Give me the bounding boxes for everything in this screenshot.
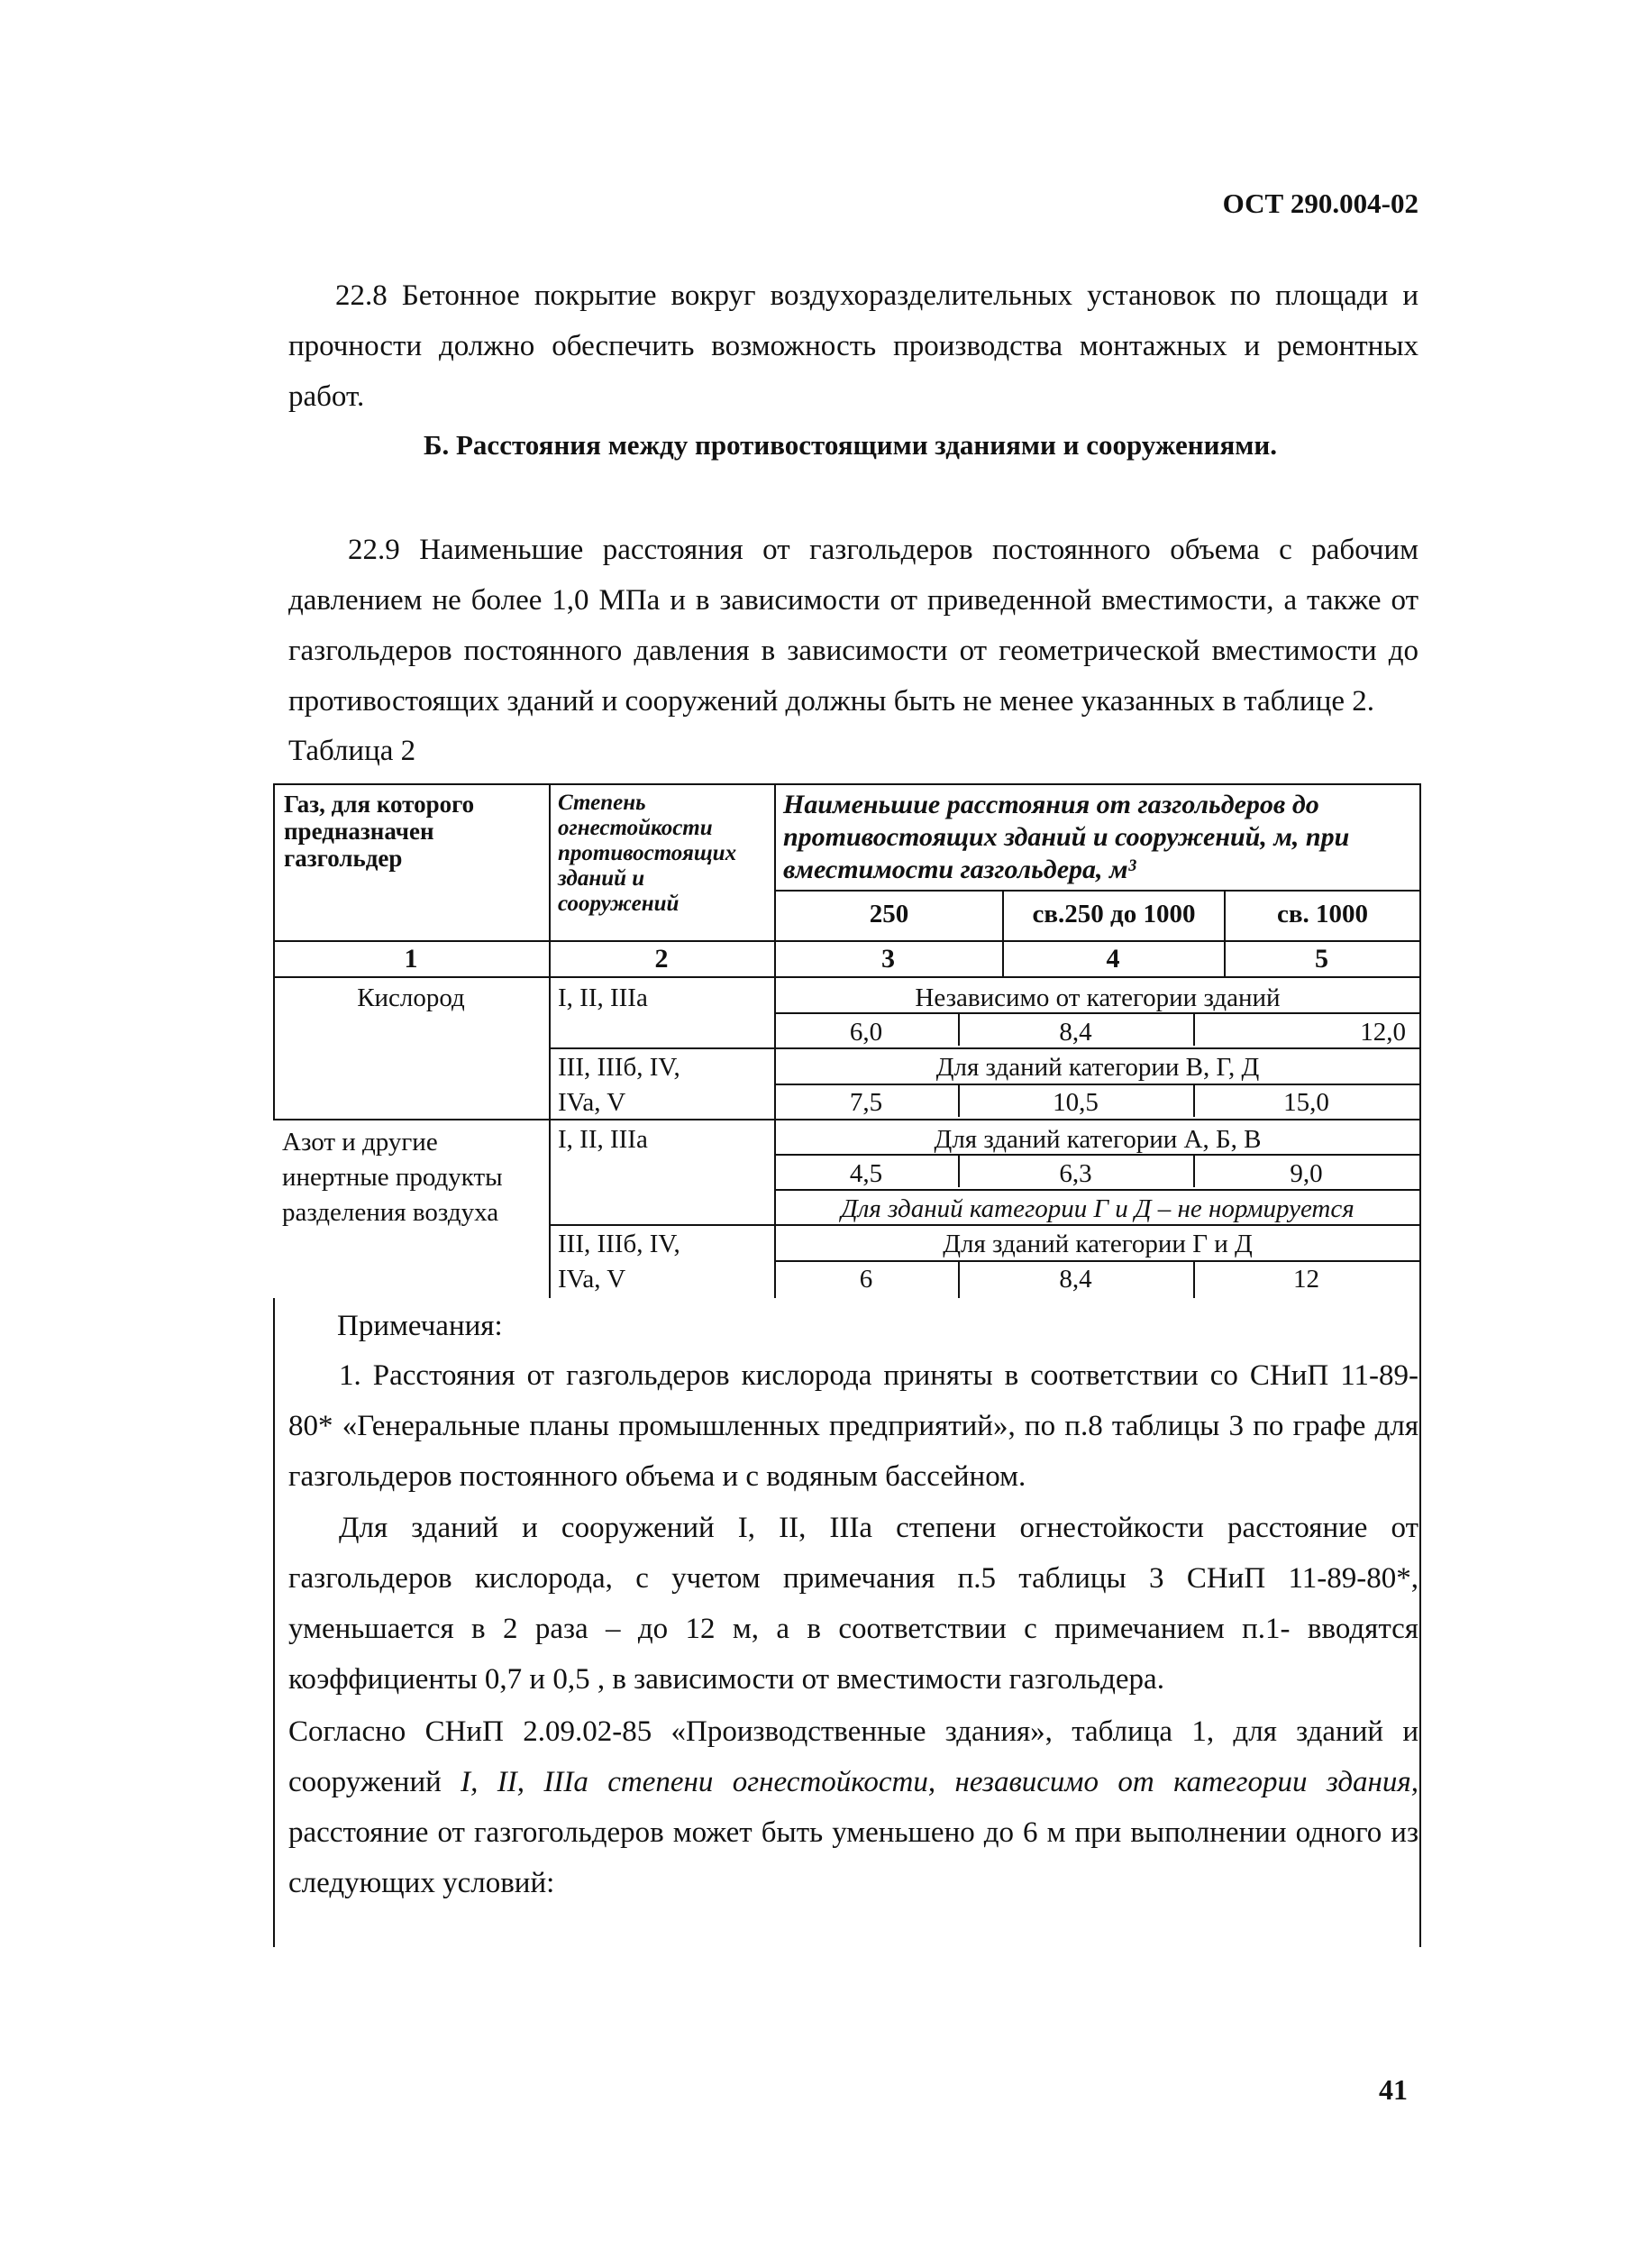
category-note: Для зданий категории Г и Д (943, 1230, 1253, 1258)
fire-degree: III, IIIб, IV, (558, 1053, 680, 1082)
note-3 (288, 1706, 1418, 1908)
col-number: 4 (1106, 944, 1120, 974)
header-capacity-250: 250 (869, 900, 909, 928)
distance-value: 7,5 (849, 1088, 883, 1117)
header-fire-resistance: Степень огнестойкости противостоящих зданий и сооружений (558, 791, 737, 916)
margin-line-left (273, 1298, 275, 1947)
distance-value: 12,0 (1360, 1018, 1406, 1047)
distance-value: 6,0 (849, 1018, 883, 1047)
distances-table (273, 783, 1421, 1298)
category-note-not-regulated: Для зданий категории Г и Д – не нормируется (841, 1194, 1355, 1223)
category-note: Для зданий категории В, Г, Д (935, 1053, 1260, 1082)
fire-degree: I, II, IIIa (558, 1125, 648, 1154)
notes-title: Примечания: (337, 1310, 503, 1342)
category-note: Для зданий категории А, Б, В (934, 1125, 1262, 1154)
note-3-suffix: расстояние от газгогольдеров может быть уменьшено до 6 м при выполнении одного из следующих условий: (288, 1816, 1418, 1899)
distance-value: 12 (1293, 1265, 1319, 1294)
page-number: 41 (1379, 2073, 1408, 2106)
paragraph-22-8: 22.8 Бетонное покрытие вокруг воздухоразделительных установок по площади и прочности должно обеспечить возможность производства монтажных и ремонтных работ. (288, 279, 1418, 413)
paragraph-22-9: 22.9 Наименьшие расстояния от газгольдеров постоянного объема с рабочим давлением не более 1,0 МПа и в зависимости от приведенной вместимости, а также от газгольдеров постоянного давления в зависимости от геометрической вместимости до противостоящих зданий и сооружений должны быть не менее указанных в таблице 2. (288, 534, 1418, 718)
document-code: ОСТ 290.004-02 (1222, 187, 1418, 219)
table-caption: Таблица 2 (288, 735, 416, 767)
fire-degree: III, IIIб, IV, (558, 1230, 680, 1258)
gas-nitrogen: Азот и другие инертные продукты разделения воздуха (282, 1128, 503, 1227)
col-number: 5 (1315, 944, 1328, 974)
distance-value: 8,4 (1059, 1265, 1092, 1294)
distance-value: 8,4 (1059, 1018, 1092, 1047)
distance-value: 15,0 (1283, 1088, 1329, 1117)
section-subtitle: Б. Расстояния между противостоящими зданиями и сооружениями. (424, 429, 1277, 461)
header-capacity-over-1000: св. 1000 (1276, 900, 1369, 928)
col-number: 2 (654, 944, 669, 974)
header-min-distances: Наименьшие расстояния от газгольдеров до противостоящих зданий и сооружений, м, при вместимости газгольдера, м³ (783, 790, 1350, 884)
fire-degree: IVa, V (558, 1265, 626, 1294)
note-1: 1. Расстояния от газгольдеров кислорода приняты в соответствии со СНиП 11-89-80* «Генеральные планы промышленных предприятий», по п.8 таблицы 3 по графе для газгольдеров постоянного объема и с водяным бассейном. (288, 1359, 1418, 1493)
note-3-italic: I, II, IIIa степени огнестойкости, независимо от категории здания, (461, 1766, 1419, 1798)
header-gas: Газ, для которого предназначен газгольдер (284, 791, 475, 872)
margin-line-right (1419, 1298, 1421, 1947)
distance-value: 4,5 (849, 1159, 883, 1188)
note-3-prefix: Согласно СНиП 2.09.02-85 «Производственные здания», таблица 1, для зданий и сооружений (288, 1715, 1418, 1798)
fire-degree: IVa, V (558, 1088, 626, 1117)
col-number: 3 (881, 944, 895, 974)
distance-value: 6,3 (1059, 1159, 1092, 1188)
header-capacity-250-1000: св.250 до 1000 (1032, 900, 1196, 928)
category-note: Независимо от категории зданий (915, 983, 1281, 1012)
gas-oxygen: Кислород (357, 983, 465, 1012)
distance-value: 9,0 (1290, 1159, 1323, 1188)
fire-degree: I, II, IIIa (558, 983, 648, 1012)
col-number: 1 (404, 944, 418, 974)
distance-value: 10,5 (1053, 1088, 1099, 1117)
distance-value: 6 (859, 1265, 873, 1294)
note-2: Для зданий и сооружений I, II, IIIa степени огнестойкости расстояние от газгольдеров кислорода, с учетом примечания п.5 таблицы 3 СНиП 11-89-80*, уменьшается в 2 раза – до 12 м, а в соответствии с примечанием п.1- вводятся коэффициенты 0,7 и 0,5 , в зависимости от вместимости газгольдера. (288, 1512, 1418, 1696)
